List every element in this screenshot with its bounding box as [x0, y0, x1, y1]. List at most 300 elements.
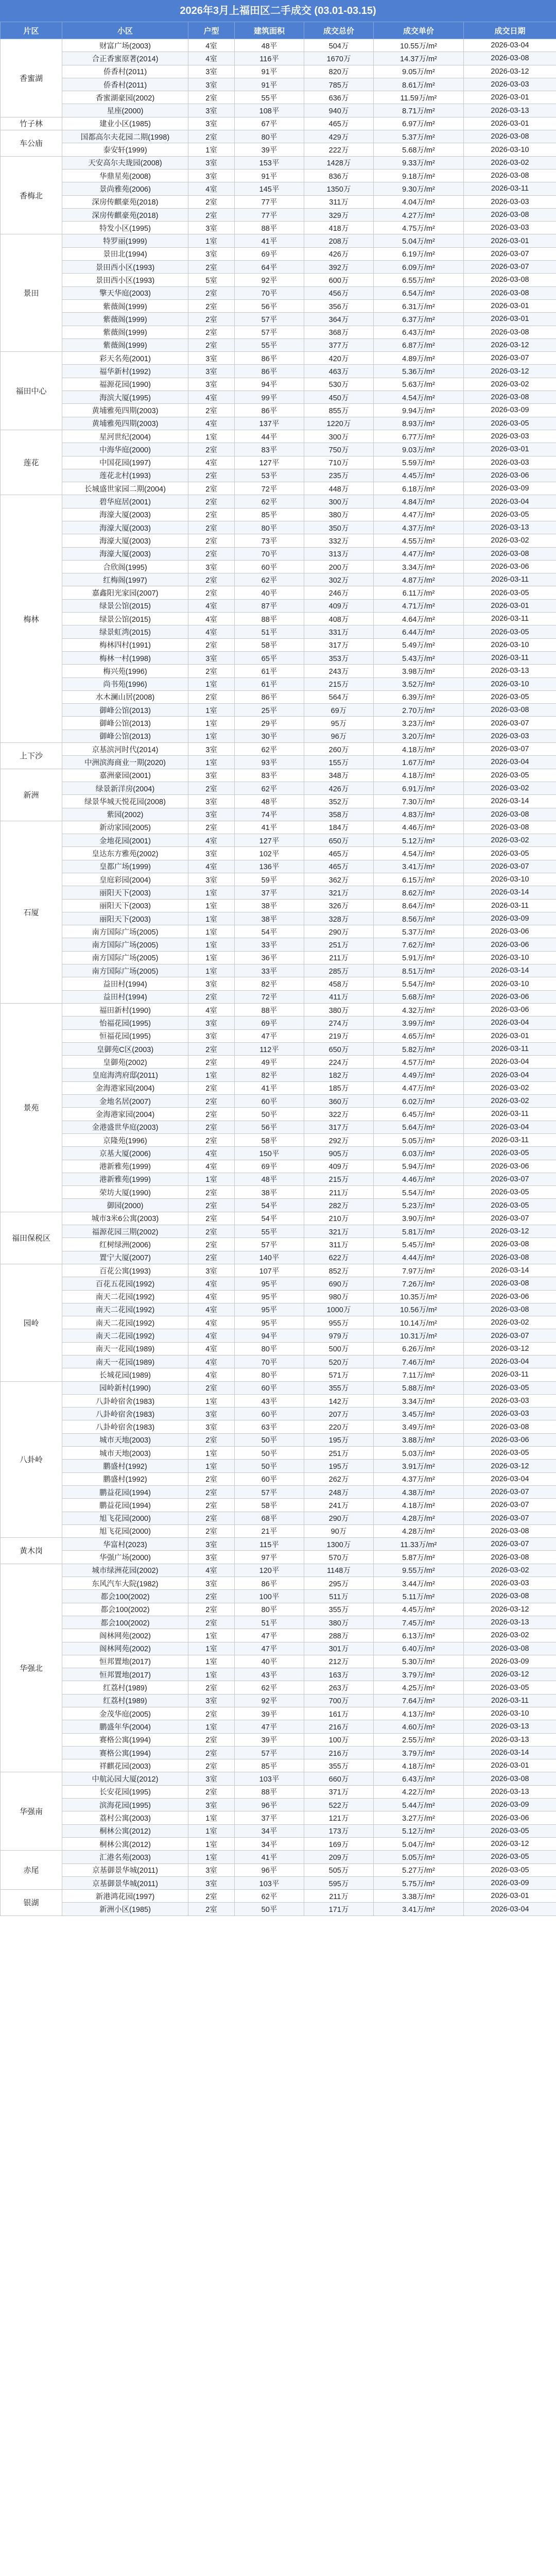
deal-date-cell: 2026-03-08: [464, 326, 556, 338]
community-cell: 碧华庭居(2001): [62, 495, 188, 508]
floor-area-cell: 48平: [235, 795, 304, 808]
community-cell: 星河世纪(2004): [62, 430, 188, 443]
total-price-cell: 371万: [304, 1785, 374, 1798]
layout-cell: 2室: [188, 1472, 235, 1485]
table-row: [1, 1903, 556, 1916]
header-deal-date: 成交日期: [464, 22, 556, 39]
floor-area-cell: 60平: [235, 1408, 304, 1420]
layout-cell: 1室: [188, 1642, 235, 1655]
community-cell: 红树绿洲(2006): [62, 1238, 188, 1251]
table-row: [1, 1056, 556, 1069]
table-row: [1, 834, 556, 847]
deal-date-cell: 2026-03-02: [464, 1095, 556, 1108]
unit-price-cell: 5.30万/m²: [374, 1655, 464, 1668]
floor-area-cell: 62平: [235, 573, 304, 586]
layout-cell: 1室: [188, 1655, 235, 1668]
table-row: [1, 1472, 556, 1485]
unit-price-cell: 6.09万/m²: [374, 261, 464, 274]
community-cell: 长安花园(1995): [62, 1785, 188, 1798]
floor-area-cell: 59平: [235, 873, 304, 886]
layout-cell: 3室: [188, 1420, 235, 1433]
unit-price-cell: 7.30万/m²: [374, 795, 464, 808]
total-price-cell: 458万: [304, 977, 374, 990]
community-cell: 鹏益花园(1994): [62, 1499, 188, 1512]
deal-date-cell: 2026-03-09: [464, 1876, 556, 1889]
layout-cell: 1室: [188, 704, 235, 717]
deal-date-cell: 2026-03-06: [464, 938, 556, 951]
layout-cell: 2室: [188, 821, 235, 834]
total-price-cell: 520万: [304, 1355, 374, 1368]
total-price-cell: 300万: [304, 495, 374, 508]
total-price-cell: 95万: [304, 717, 374, 730]
total-price-cell: 285万: [304, 964, 374, 977]
total-price-cell: 940万: [304, 104, 374, 117]
floor-area-cell: 94平: [235, 378, 304, 391]
floor-area-cell: 21平: [235, 1524, 304, 1537]
unit-price-cell: 4.04万/m²: [374, 195, 464, 208]
floor-area-cell: 82平: [235, 1069, 304, 1081]
total-price-cell: 352万: [304, 795, 374, 808]
floor-area-cell: 95平: [235, 1277, 304, 1290]
total-price-cell: 500万: [304, 1342, 374, 1355]
floor-area-cell: 127平: [235, 834, 304, 847]
community-cell: 鹏盛村(1992): [62, 1472, 188, 1485]
deal-date-cell: 2026-03-02: [464, 834, 556, 847]
community-cell: 怡福花园(1995): [62, 1016, 188, 1029]
total-price-cell: 504万: [304, 39, 374, 52]
community-cell: 恒邦置地(2017): [62, 1668, 188, 1681]
total-price-cell: 420万: [304, 352, 374, 365]
total-price-cell: 690万: [304, 1277, 374, 1290]
layout-cell: 2室: [188, 1681, 235, 1694]
floor-area-cell: 85平: [235, 508, 304, 521]
total-price-cell: 163万: [304, 1668, 374, 1681]
layout-cell: 2室: [188, 573, 235, 586]
floor-area-cell: 50平: [235, 1903, 304, 1916]
deal-date-cell: 2026-03-13: [464, 1720, 556, 1733]
unit-price-cell: 3.34万/m²: [374, 1394, 464, 1407]
floor-area-cell: 58平: [235, 1499, 304, 1512]
floor-area-cell: 153平: [235, 156, 304, 169]
table-row: [1, 1029, 556, 1042]
table-row: [1, 1433, 556, 1446]
community-cell: 京基滨河时代(2014): [62, 743, 188, 756]
total-price-cell: 364万: [304, 313, 374, 326]
community-cell: 景田北(1994): [62, 247, 188, 260]
table-row: [1, 1251, 556, 1264]
total-price-cell: 836万: [304, 169, 374, 182]
unit-price-cell: 3.90万/m²: [374, 1212, 464, 1225]
layout-cell: 1室: [188, 1824, 235, 1837]
total-price-cell: 511万: [304, 1590, 374, 1603]
community-cell: 鹏盛年华(2004): [62, 1720, 188, 1733]
floor-area-cell: 120平: [235, 1564, 304, 1577]
floor-area-cell: 40平: [235, 1655, 304, 1668]
layout-cell: 4室: [188, 391, 235, 404]
layout-cell: 4室: [188, 456, 235, 469]
community-cell: 侨香村(2011): [62, 65, 188, 78]
unit-price-cell: 6.03万/m²: [374, 1147, 464, 1160]
community-cell: 桐林公寓(2012): [62, 1824, 188, 1837]
deal-date-cell: 2026-03-11: [464, 613, 556, 625]
community-cell: 建业小区(1985): [62, 117, 188, 130]
layout-cell: 4室: [188, 834, 235, 847]
unit-price-cell: 5.63万/m²: [374, 378, 464, 391]
unit-price-cell: 14.37万/m²: [374, 52, 464, 65]
deal-date-cell: 2026-03-01: [464, 1890, 556, 1903]
community-cell: 皇御苑C区(2003): [62, 1042, 188, 1055]
table-row: [1, 1342, 556, 1355]
unit-price-cell: 4.18万/m²: [374, 743, 464, 756]
area-cell: 华强南: [1, 1772, 62, 1851]
total-price-cell: 210万: [304, 1212, 374, 1225]
floor-area-cell: 57平: [235, 1746, 304, 1759]
deal-date-cell: 2026-03-08: [464, 1420, 556, 1433]
unit-price-cell: 4.47万/m²: [374, 547, 464, 560]
unit-price-cell: 6.02万/m²: [374, 1095, 464, 1108]
layout-cell: 2室: [188, 1733, 235, 1746]
floor-area-cell: 55平: [235, 91, 304, 104]
unit-price-cell: 5.87万/m²: [374, 1551, 464, 1564]
floor-area-cell: 92平: [235, 274, 304, 286]
deal-date-cell: 2026-03-07: [464, 261, 556, 274]
floor-area-cell: 77平: [235, 208, 304, 221]
unit-price-cell: 6.37万/m²: [374, 313, 464, 326]
floor-area-cell: 74平: [235, 808, 304, 821]
layout-cell: 2室: [188, 326, 235, 338]
community-cell: 福华新村(1992): [62, 365, 188, 378]
unit-price-cell: 7.62万/m²: [374, 938, 464, 951]
layout-cell: 3室: [188, 1029, 235, 1042]
floor-area-cell: 62平: [235, 743, 304, 756]
deal-date-cell: 2026-03-12: [464, 1837, 556, 1850]
deal-date-cell: 2026-03-10: [464, 873, 556, 886]
deal-date-cell: 2026-03-09: [464, 1655, 556, 1668]
layout-cell: 1室: [188, 899, 235, 912]
deal-date-cell: 2026-03-10: [464, 638, 556, 651]
deal-date-cell: 2026-03-08: [464, 1303, 556, 1316]
floor-area-cell: 96平: [235, 1799, 304, 1811]
unit-price-cell: 5.64万/m²: [374, 1121, 464, 1133]
floor-area-cell: 25平: [235, 704, 304, 717]
deal-date-cell: 2026-03-12: [464, 1668, 556, 1681]
total-price-cell: 241万: [304, 1499, 374, 1512]
total-price-cell: 311万: [304, 195, 374, 208]
floor-area-cell: 69平: [235, 1160, 304, 1173]
total-price-cell: 355万: [304, 1603, 374, 1616]
layout-cell: 2室: [188, 1746, 235, 1759]
deal-date-cell: 2026-03-12: [464, 1603, 556, 1616]
layout-cell: 2室: [188, 299, 235, 312]
total-price-cell: 622万: [304, 1251, 374, 1264]
floor-area-cell: 30平: [235, 730, 304, 742]
community-cell: 红荔村(1989): [62, 1694, 188, 1707]
floor-area-cell: 54平: [235, 1199, 304, 1212]
header-floor-area: 建筑面积: [235, 22, 304, 39]
total-price-cell: 121万: [304, 1811, 374, 1824]
community-cell: 紫园(2002): [62, 808, 188, 821]
community-cell: 东风汽车大院(1982): [62, 1577, 188, 1590]
table-row: [1, 1733, 556, 1746]
community-cell: 丽阳天下(2003): [62, 886, 188, 899]
floor-area-cell: 62平: [235, 782, 304, 794]
community-cell: 绿景虹湾(2015): [62, 625, 188, 638]
unit-price-cell: 1.67万/m²: [374, 756, 464, 769]
floor-area-cell: 57平: [235, 313, 304, 326]
total-price-cell: 326万: [304, 899, 374, 912]
deal-date-cell: 2026-03-10: [464, 677, 556, 690]
table-row: [1, 1225, 556, 1238]
total-price-cell: 142万: [304, 1394, 374, 1407]
area-cell: 香蜜湖: [1, 39, 62, 117]
layout-cell: 4室: [188, 613, 235, 625]
deal-date-cell: 2026-03-03: [464, 456, 556, 469]
area-cell: 福田中心: [1, 352, 62, 430]
deal-date-cell: 2026-03-01: [464, 117, 556, 130]
floor-area-cell: 70平: [235, 547, 304, 560]
unit-price-cell: 3.79万/m²: [374, 1668, 464, 1681]
deal-date-cell: 2026-03-13: [464, 521, 556, 534]
floor-area-cell: 41平: [235, 1851, 304, 1863]
table-row: [1, 104, 556, 117]
layout-cell: 3室: [188, 104, 235, 117]
deal-date-cell: 2026-03-11: [464, 1694, 556, 1707]
layout-cell: 2室: [188, 1186, 235, 1199]
floor-area-cell: 88平: [235, 222, 304, 234]
deal-date-cell: 2026-03-13: [464, 665, 556, 677]
community-cell: 丽阳天下(2003): [62, 912, 188, 925]
total-price-cell: 195万: [304, 1433, 374, 1446]
community-cell: 海滨大厦(1995): [62, 391, 188, 404]
table-row: [1, 717, 556, 730]
table-row: [1, 1694, 556, 1707]
total-price-cell: 182万: [304, 1069, 374, 1081]
deal-date-cell: 2026-03-08: [464, 1772, 556, 1785]
table-row: [1, 1759, 556, 1772]
layout-cell: 1室: [188, 938, 235, 951]
floor-area-cell: 50平: [235, 1433, 304, 1446]
unit-price-cell: 9.55万/m²: [374, 1564, 464, 1577]
community-cell: 金海港家园(2004): [62, 1108, 188, 1121]
deal-date-cell: 2026-03-08: [464, 1277, 556, 1290]
layout-cell: 1室: [188, 234, 235, 247]
community-cell: 尚书苑(1996): [62, 677, 188, 690]
community-cell: 天安高尔夫珑园(2008): [62, 156, 188, 169]
layout-cell: 2室: [188, 286, 235, 299]
unit-price-cell: 4.45万/m²: [374, 469, 464, 482]
community-cell: 红荔村(1989): [62, 1681, 188, 1694]
total-price-cell: 332万: [304, 534, 374, 547]
layout-cell: 3室: [188, 847, 235, 860]
unit-price-cell: 10.14万/m²: [374, 1316, 464, 1329]
floor-area-cell: 80平: [235, 130, 304, 143]
layout-cell: 2室: [188, 665, 235, 677]
total-price-cell: 353万: [304, 651, 374, 664]
total-price-cell: 185万: [304, 1081, 374, 1094]
layout-cell: 3室: [188, 1876, 235, 1889]
deal-date-cell: 2026-03-01: [464, 1029, 556, 1042]
table-row: [1, 1668, 556, 1681]
deal-date-cell: 2026-03-09: [464, 482, 556, 495]
total-price-cell: 1148万: [304, 1564, 374, 1577]
unit-price-cell: 8.64万/m²: [374, 899, 464, 912]
table-row: [1, 1876, 556, 1889]
community-cell: 八卦岭宿舍(1983): [62, 1420, 188, 1433]
table-row: [1, 1564, 556, 1577]
floor-area-cell: 82平: [235, 977, 304, 990]
table-row: [1, 560, 556, 573]
unit-price-cell: 9.18万/m²: [374, 169, 464, 182]
layout-cell: 3室: [188, 808, 235, 821]
layout-cell: 4室: [188, 417, 235, 430]
community-cell: 海濠大厦(2003): [62, 521, 188, 534]
layout-cell: 4室: [188, 860, 235, 873]
table-row: [1, 1616, 556, 1629]
community-cell: 水木澜山居(2008): [62, 690, 188, 703]
layout-cell: 2室: [188, 1890, 235, 1903]
total-price-cell: 429万: [304, 130, 374, 143]
floor-area-cell: 103平: [235, 1772, 304, 1785]
community-cell: 南天二花园(1992): [62, 1316, 188, 1329]
deal-date-cell: 2026-03-01: [464, 599, 556, 612]
floor-area-cell: 60平: [235, 1095, 304, 1108]
table-row: [1, 1890, 556, 1903]
total-price-cell: 248万: [304, 1485, 374, 1498]
floor-area-cell: 96平: [235, 1863, 304, 1876]
layout-cell: 2室: [188, 1056, 235, 1069]
floor-area-cell: 33平: [235, 938, 304, 951]
total-price-cell: 317万: [304, 638, 374, 651]
deal-date-cell: 2026-03-07: [464, 860, 556, 873]
total-price-cell: 292万: [304, 1133, 374, 1146]
floor-area-cell: 49平: [235, 1056, 304, 1069]
community-cell: 御峰公馆(2013): [62, 730, 188, 742]
layout-cell: 1室: [188, 143, 235, 156]
deal-date-cell: 2026-03-01: [464, 1759, 556, 1772]
layout-cell: 2室: [188, 1238, 235, 1251]
unit-price-cell: 5.43万/m²: [374, 651, 464, 664]
layout-cell: 2室: [188, 1603, 235, 1616]
total-price-cell: 302万: [304, 573, 374, 586]
total-price-cell: 235万: [304, 469, 374, 482]
unit-price-cell: 5.94万/m²: [374, 1160, 464, 1173]
deal-date-cell: 2026-03-06: [464, 469, 556, 482]
unit-price-cell: 5.04万/m²: [374, 1837, 464, 1850]
unit-price-cell: 4.45万/m²: [374, 1603, 464, 1616]
table-row: [1, 222, 556, 234]
community-cell: 中洲滨海商业一期(2020): [62, 756, 188, 769]
total-price-cell: 955万: [304, 1316, 374, 1329]
floor-area-cell: 97平: [235, 1551, 304, 1564]
community-cell: 城市绿洲花园(2002): [62, 1564, 188, 1577]
layout-cell: 1室: [188, 964, 235, 977]
floor-area-cell: 48平: [235, 1173, 304, 1185]
layout-cell: 3室: [188, 352, 235, 365]
table-row: [1, 1785, 556, 1798]
table-row: [1, 704, 556, 717]
area-cell: 车公庙: [1, 130, 62, 157]
floor-area-cell: 64平: [235, 261, 304, 274]
floor-area-cell: 58平: [235, 638, 304, 651]
deal-date-cell: 2026-03-11: [464, 1368, 556, 1381]
table-row: [1, 391, 556, 404]
layout-cell: 1室: [188, 1837, 235, 1850]
community-cell: 阁林网苑(2002): [62, 1629, 188, 1642]
total-price-cell: 288万: [304, 1629, 374, 1642]
community-cell: 新港鸿花园(1997): [62, 1890, 188, 1903]
community-cell: 擎天华庭(2003): [62, 286, 188, 299]
total-price-cell: 463万: [304, 365, 374, 378]
unit-price-cell: 11.33万/m²: [374, 1538, 464, 1551]
total-price-cell: 1428万: [304, 156, 374, 169]
deal-date-cell: 2026-03-04: [464, 39, 556, 52]
table-row: [1, 1681, 556, 1694]
floor-area-cell: 38平: [235, 899, 304, 912]
table-row: [1, 1629, 556, 1642]
layout-cell: 3室: [188, 743, 235, 756]
table-row: [1, 1851, 556, 1863]
floor-area-cell: 91平: [235, 65, 304, 78]
unit-price-cell: 5.82万/m²: [374, 1042, 464, 1055]
layout-cell: 2室: [188, 1499, 235, 1512]
deal-date-cell: 2026-03-02: [464, 782, 556, 794]
total-price-cell: 173万: [304, 1824, 374, 1837]
floor-area-cell: 85平: [235, 1759, 304, 1772]
layout-cell: 3室: [188, 1264, 235, 1277]
unit-price-cell: 4.28万/m²: [374, 1524, 464, 1537]
deal-date-cell: 2026-03-10: [464, 1707, 556, 1720]
total-price-cell: 905万: [304, 1147, 374, 1160]
table-row: [1, 1147, 556, 1160]
layout-cell: 4室: [188, 1564, 235, 1577]
layout-cell: 1室: [188, 1720, 235, 1733]
deal-date-cell: 2026-03-08: [464, 1251, 556, 1264]
table-row: [1, 1277, 556, 1290]
deal-date-cell: 2026-03-06: [464, 925, 556, 938]
unit-price-cell: 6.31万/m²: [374, 299, 464, 312]
floor-area-cell: 43平: [235, 1394, 304, 1407]
table-row: [1, 1772, 556, 1785]
layout-cell: 1室: [188, 1851, 235, 1863]
unit-price-cell: 4.37万/m²: [374, 521, 464, 534]
floor-area-cell: 38平: [235, 912, 304, 925]
floor-area-cell: 87平: [235, 599, 304, 612]
community-cell: 皇庭海湾府邸(2011): [62, 1069, 188, 1081]
deal-date-cell: 2026-03-06: [464, 1160, 556, 1173]
unit-price-cell: 5.54万/m²: [374, 1186, 464, 1199]
total-price-cell: 710万: [304, 456, 374, 469]
area-cell: 园岭: [1, 1264, 62, 1381]
table-row: [1, 1499, 556, 1512]
community-cell: 新动家园(2005): [62, 821, 188, 834]
total-price-cell: 426万: [304, 247, 374, 260]
table-row: [1, 247, 556, 260]
layout-cell: 2室: [188, 1108, 235, 1121]
unit-price-cell: 6.13万/m²: [374, 1629, 464, 1642]
floor-area-cell: 91平: [235, 78, 304, 91]
deal-date-cell: 2026-03-02: [464, 1316, 556, 1329]
total-price-cell: 1350万: [304, 182, 374, 195]
deal-date-cell: 2026-03-05: [464, 1199, 556, 1212]
unit-price-cell: 6.26万/m²: [374, 1342, 464, 1355]
unit-price-cell: 4.54万/m²: [374, 847, 464, 860]
deal-date-cell: 2026-03-13: [464, 104, 556, 117]
floor-area-cell: 91平: [235, 169, 304, 182]
layout-cell: 2室: [188, 469, 235, 482]
table-row: [1, 1394, 556, 1407]
deal-date-cell: 2026-03-14: [464, 886, 556, 899]
unit-price-cell: 7.46万/m²: [374, 1355, 464, 1368]
